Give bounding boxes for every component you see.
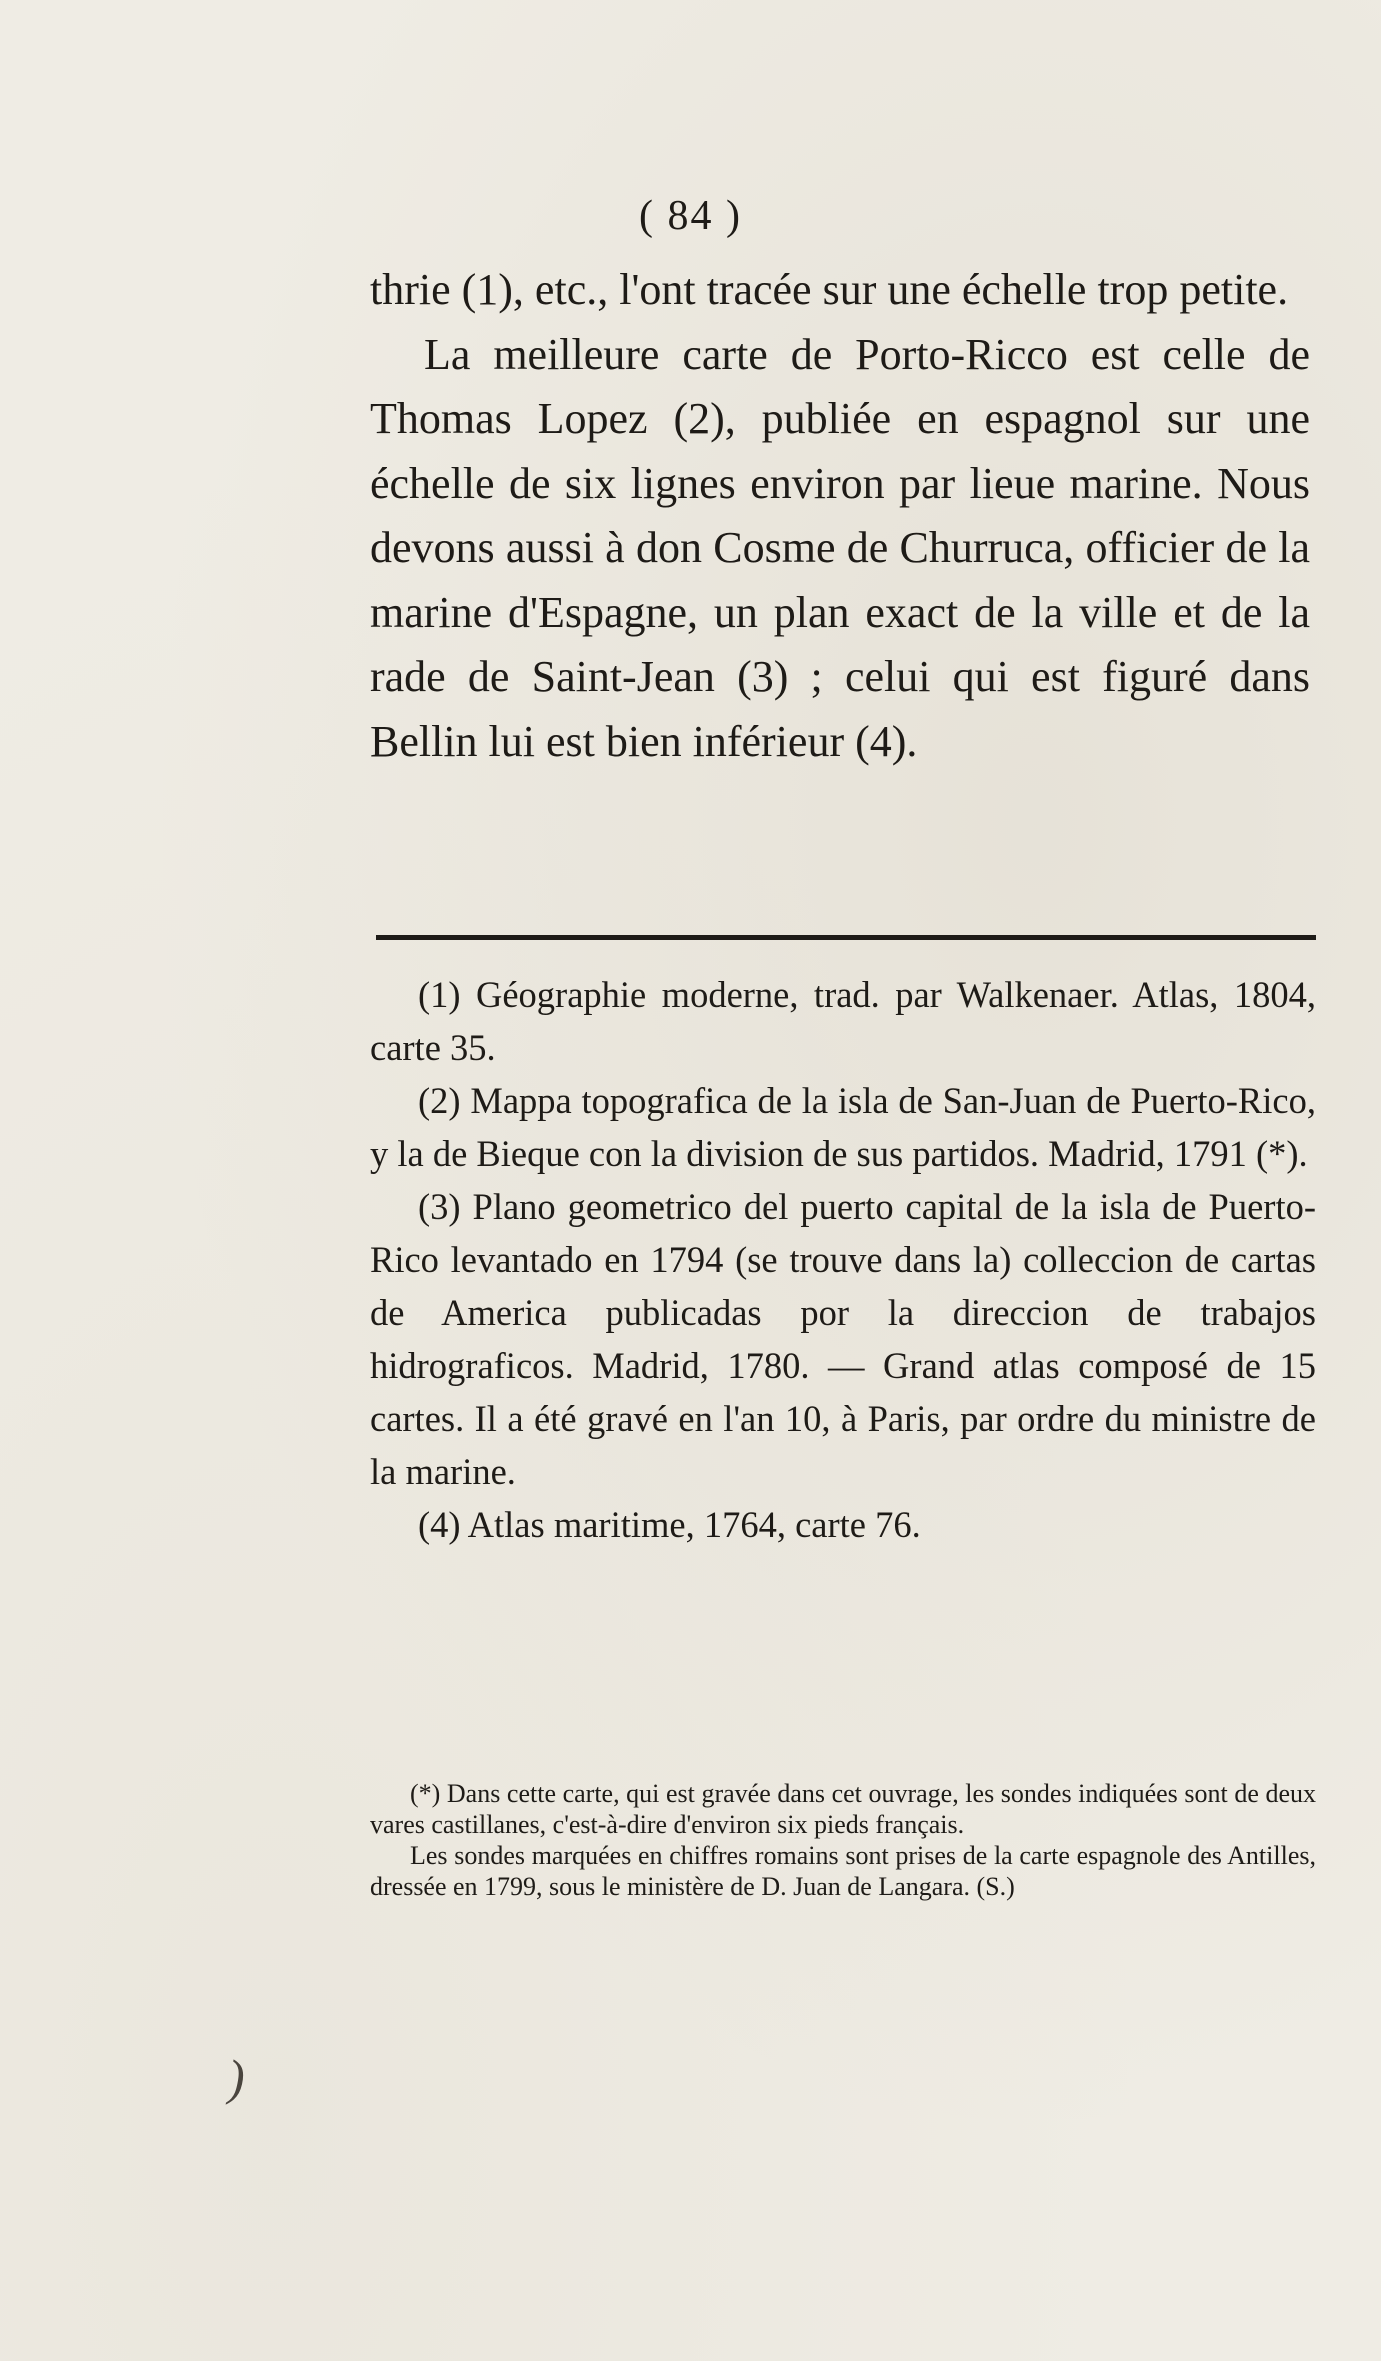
footnote-divider <box>376 935 1316 940</box>
main-paragraph: La meilleure carte de Porto-Ricco est celle de Thomas Lopez (2), publiée en espagnol sur une échelle de six lignes environ par lieue marine. Nous devons aussi à don Cosme de Churruca, officier de la marine d'Espagne, un plan exact de la ville et de la rade de Saint-Jean (3) ; celui qui est figuré dans Bellin lui est bien inférieur (4). <box>370 329 1310 766</box>
margin-mark: ) <box>228 2049 245 2105</box>
footnote-1: (1) Géographie moderne, trad. par Walkenaer. Atlas, 1804, carte 35. <box>370 974 1316 1068</box>
main-paragraph-continuation: thrie (1), etc., l'ont tracée sur une échelle trop petite. <box>370 265 1289 314</box>
footnote-3: (3) Plano geometrico del puerto capital de la isla de Puerto-Rico levantado en 1794 (se trouve dans la) colleccion de cartas de America publicadas por la direccion de trabajos hidrograficos. Madrid, 1780. — Grand atlas composé de 15 cartes. Il a été gravé en l'an 10, à Paris, par ordre du ministre de la marine. <box>370 1186 1316 1492</box>
sub-note-asterisk: (*) Dans cette carte, qui est gravée dans cet ouvrage, les sondes indiquées sont de deux vares castillanes, c'est-à-dire d'environ six pieds français. <box>370 1779 1316 1839</box>
footnote-4: (4) Atlas maritime, 1764, carte 76. <box>418 1504 921 1545</box>
page-number: ( 84 ) <box>639 193 742 239</box>
footnote-2: (2) Mappa topografica de la isla de San-Juan de Puerto-Rico, y la de Bieque con la division de sus partidos. Madrid, 1791 (*). <box>370 1080 1316 1174</box>
footnotes <box>370 968 1316 1551</box>
sub-notes <box>370 1778 1316 1902</box>
main-text <box>370 258 1310 774</box>
sub-note-sondes: Les sondes marquées en chiffres romains sont prises de la carte espagnole des Antilles, dressée en 1799, sous le ministère de D. Juan de Langara. (S.) <box>370 1841 1316 1901</box>
